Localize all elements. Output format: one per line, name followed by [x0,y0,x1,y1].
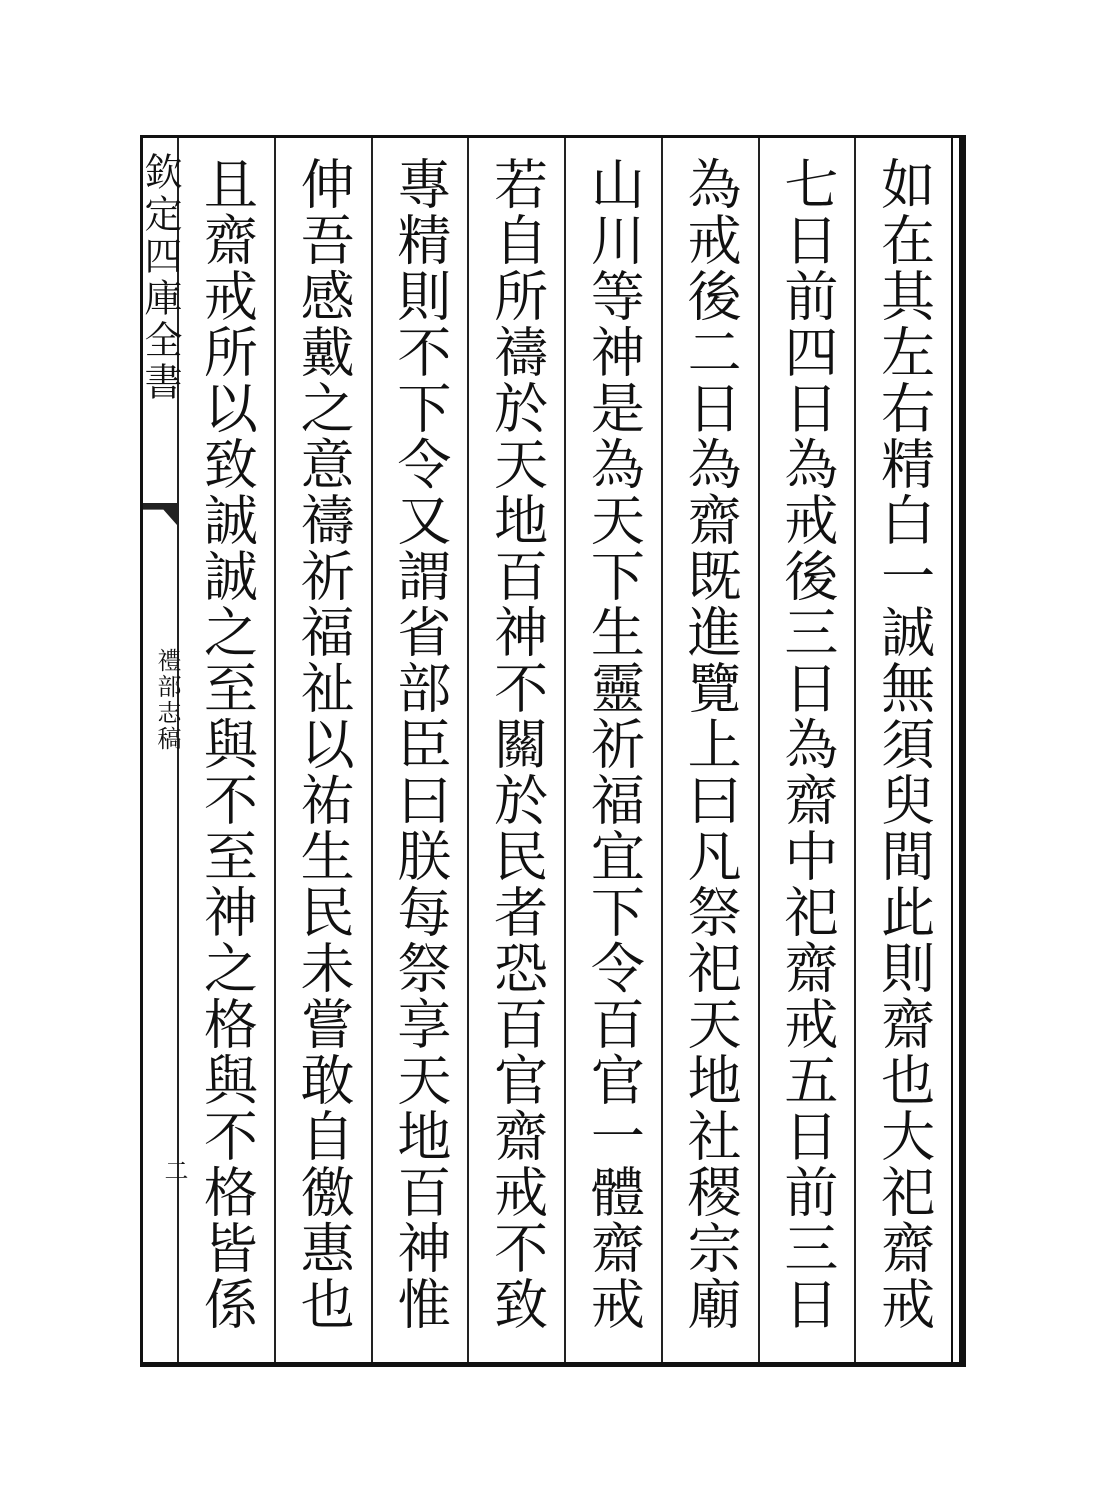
text-column [179,138,274,1362]
text-column [661,138,758,1362]
text-column [758,138,855,1362]
section-title: 禮部志稿 [153,648,181,752]
column-text: 七日前四日為戒後三日為齋中祀齋戒五日前三日 [775,156,839,1332]
text-column [564,138,661,1362]
column-text: 伸吾感戴之意禱祈福祉以祐生民未嘗敢自徼惠也 [292,156,356,1332]
text-columns [179,138,951,1362]
text-column [371,138,468,1362]
fish-tail-mark [143,503,177,525]
column-text: 如在其左右精白一誠無須臾間此則齋也大祀齋戒 [872,156,936,1332]
column-text: 專精則不下令又謂省部臣曰朕每祭享天地百神惟 [388,156,452,1332]
page-number: 二 [160,1158,188,1182]
frame-double-border [951,138,953,1362]
page-margin [138,138,188,1362]
column-text: 山川等神是為天下生靈祈福宜下令百官一體齋戒 [582,156,646,1332]
book-title: 欽定四庫全書 [138,152,182,404]
column-text: 為戒後二日為齋既進覽上曰凡祭祀天地社稷宗廟 [679,156,743,1332]
text-column [854,138,951,1362]
text-column [467,138,564,1362]
column-text: 若自所禱於天地百神不關於民者恐百官齋戒不致 [485,156,549,1332]
page-frame [140,135,966,1367]
text-column [274,138,371,1362]
column-text: 且齋戒所以致誠誠之至與不至神之格與不格皆係 [195,156,259,1332]
